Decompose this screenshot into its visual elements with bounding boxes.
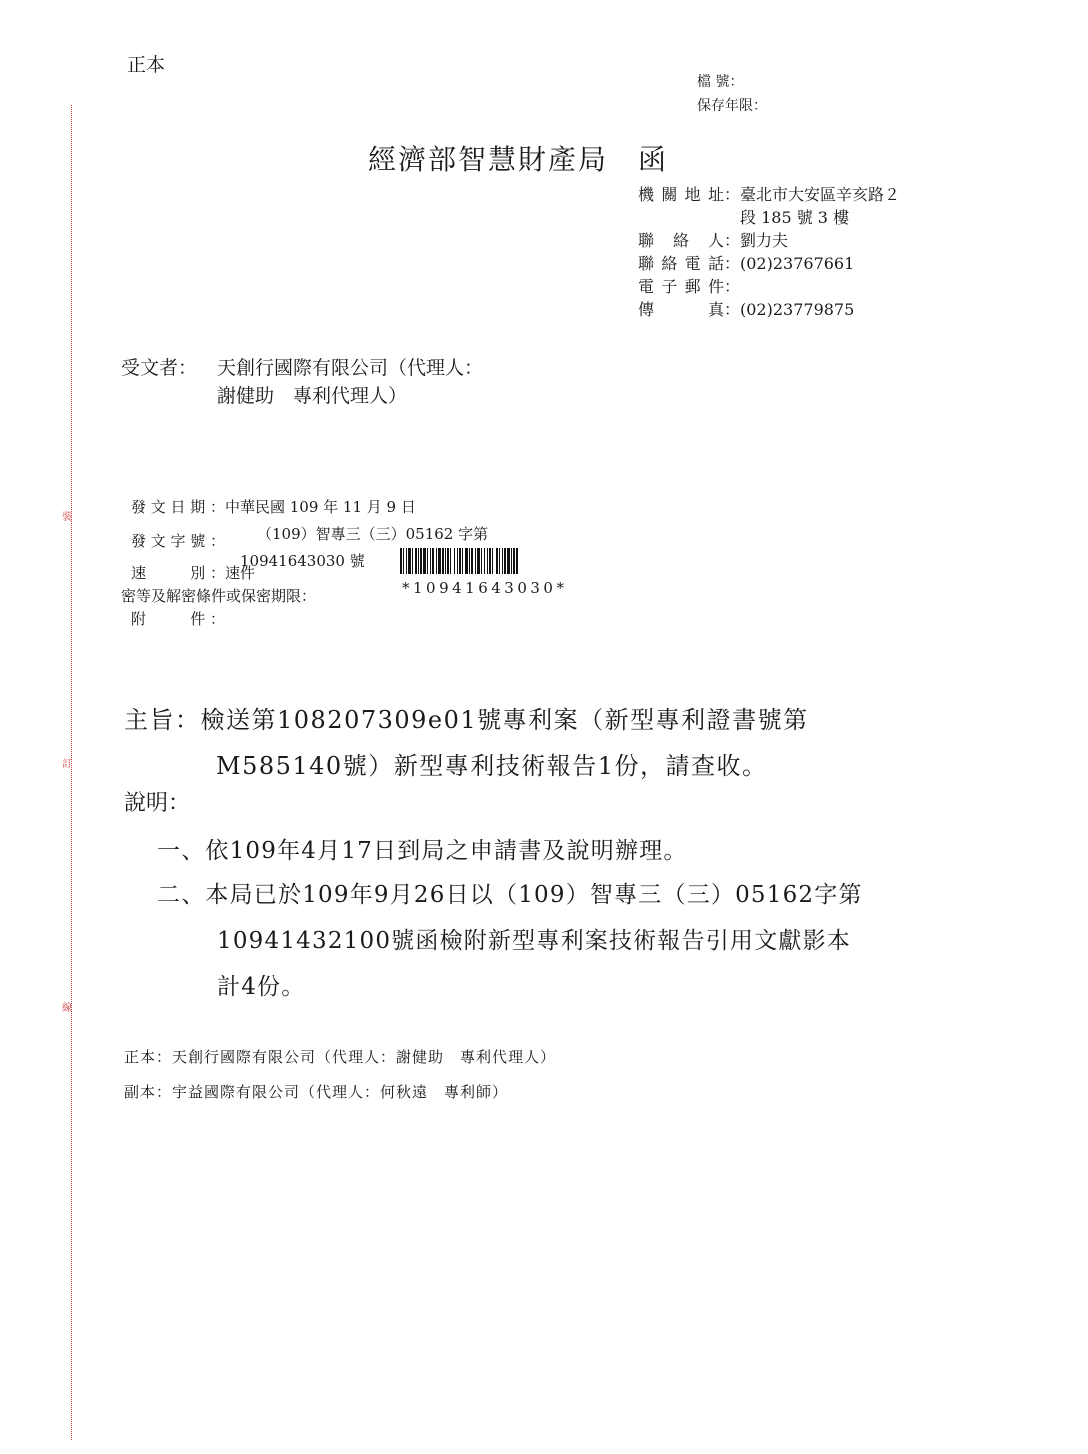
secrecy-row: [121, 585, 416, 608]
contact-value: ：(02)23767661: [724, 254, 855, 273]
contact-value: ：劉力夫: [724, 231, 789, 250]
subject-line1: 主旨：檢送第108207309e01號專利案（新型專利證書號第: [124, 706, 809, 734]
copy-mark: 正本: [127, 54, 166, 76]
distribution-copy: 副本：宇益國際有限公司（代理人：何秋遠 專利師）: [124, 1083, 509, 1101]
recipient: [121, 354, 483, 410]
contact-label: 聯絡電話: [638, 254, 724, 273]
contact-label: 電子郵件: [638, 277, 724, 296]
item2-line3: 計4份。: [217, 974, 306, 1000]
file-number-label: 檔 號：: [697, 74, 744, 90]
attachment-row: [131, 608, 416, 631]
contact-email: [638, 275, 900, 298]
issue-date-row: [131, 496, 416, 519]
contact-label: 傳 真: [638, 300, 724, 319]
doc-number-label: 發文字號：: [131, 532, 225, 550]
subject-line2: M585140號）新型專利技術報告1份，請查收。: [216, 752, 768, 780]
contact-fax: [638, 298, 900, 321]
contact-phone: [638, 252, 900, 275]
doc-number-line2: 10941643030 號: [240, 552, 365, 570]
contact-value: ：: [724, 277, 741, 296]
item2-line1: 二、本局已於109年9月26日以（109）智專三（三）05162字第: [157, 882, 863, 908]
binding-mark-zhuang: 裝: [62, 512, 72, 523]
contact-value: ：臺北市大安區辛亥路２ 段 185 號 3 樓: [724, 185, 901, 227]
recipient-value: 天創行國際有限公司（代理人： 謝健助 專利代理人）: [217, 357, 484, 407]
binding-mark-ding: 訂: [62, 759, 72, 770]
document-title: 經濟部智慧財產局 函: [368, 143, 669, 176]
explanation-title: 說明：: [124, 791, 191, 816]
secrecy-label: 密等及解密條件或保密期限：: [121, 587, 317, 605]
explanation-item-2: [157, 872, 863, 1010]
binding-line: [71, 105, 72, 1440]
agency-contact: [638, 183, 900, 321]
contact-address: [638, 183, 900, 229]
issue-date-value: 中華民國 109 年 11 月 9 日: [225, 498, 416, 516]
contact-label: 機關地址: [638, 185, 724, 204]
barcode-image: [400, 548, 592, 574]
speed-label: 速 別：: [131, 564, 225, 582]
item2-line2: 10941432100號函檢附新型專利案技術報告引用文獻影本: [217, 928, 851, 954]
distribution-original: 正本：天創行國際有限公司（代理人：謝健助 專利代理人）: [124, 1048, 557, 1066]
retention-period-label: 保存年限：: [697, 98, 767, 114]
binding-mark-xian: 線: [62, 1003, 72, 1014]
recipient-label: 受文者：: [121, 357, 198, 379]
doc-number-line1: （109）智專三（三）05162 字第: [257, 525, 489, 543]
speed-value: 速件: [225, 564, 256, 582]
attachment-label: 附 件：: [131, 610, 225, 628]
contact-value: ：(02)23779875: [724, 300, 855, 319]
explanation-item-1: 一、依109年4月17日到局之申請書及說明辦理。: [157, 838, 688, 864]
contact-label: 聯 絡 人: [638, 231, 724, 250]
barcode-text: *10941643030*: [402, 579, 568, 597]
issue-date-label: 發文日期：: [131, 498, 225, 516]
subject: [124, 697, 809, 789]
contact-person: [638, 229, 900, 252]
file-info: [697, 70, 767, 118]
